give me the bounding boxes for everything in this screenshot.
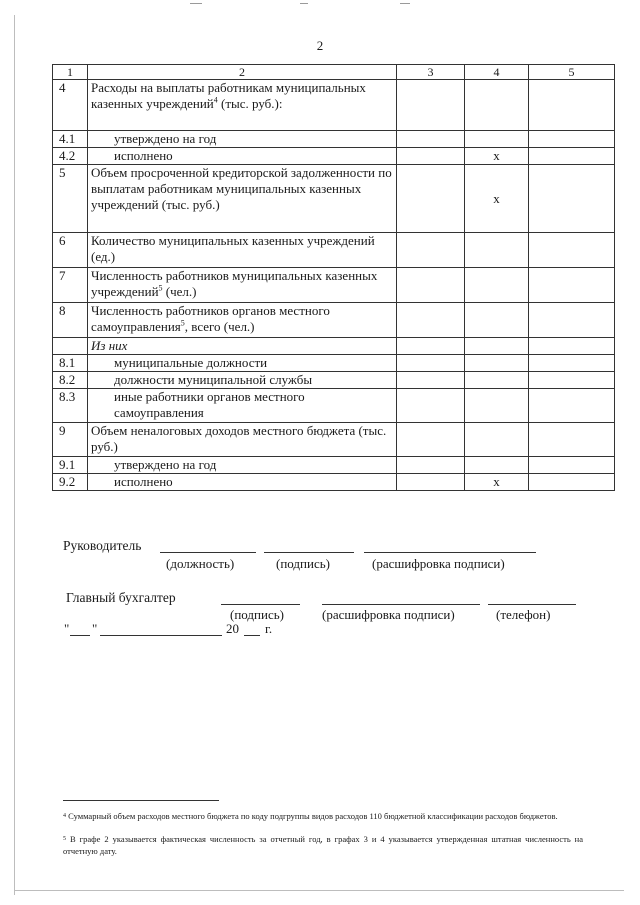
row-mark	[465, 338, 529, 355]
row-number: 8.3	[53, 389, 88, 423]
row-number: 8	[53, 303, 88, 338]
row-number: 6	[53, 233, 88, 268]
row-label: Численность работников органов местного самоуправления$^5$, всего (чел.)	[88, 303, 397, 338]
row-number: 4.2	[53, 148, 88, 165]
header-cell: 4	[465, 65, 529, 80]
table-row	[53, 372, 615, 389]
row-mark	[465, 80, 529, 131]
row-label: Объем просроченной кредиторской задолженности по выплатам работникам муниципальных казенных учреждений (тыс. руб.)	[88, 165, 397, 233]
row-label: иные работники органов местного самоуправления	[88, 389, 397, 423]
row-number: 8.2	[53, 372, 88, 389]
row-mark	[465, 303, 529, 338]
footnote-4: $^4$ Суммарный объем расходов местного бюджета по коду подгруппы видов расходов 110 бюджетной классификации расходов бюджетов.	[63, 811, 558, 821]
head-signature-caption: (подпись)	[276, 556, 330, 571]
head-label: Руководитель	[63, 538, 142, 553]
row-number: 4.1	[53, 131, 88, 148]
row-label: Из них	[88, 338, 397, 355]
row-mark	[465, 268, 529, 303]
scan-mark	[400, 3, 410, 4]
row-label: Количество муниципальных казенных учреждений (ед.)	[88, 233, 397, 268]
table-row	[53, 303, 615, 338]
row-number: 8.1	[53, 355, 88, 372]
report-table	[52, 64, 615, 491]
table-row	[53, 80, 615, 131]
date-suffix: г.	[265, 621, 273, 636]
header-cell: 5	[529, 65, 615, 80]
row-mark	[465, 355, 529, 372]
row-number: 9	[53, 423, 88, 457]
footnote-5: $^5$ В графе 2 указывается фактическая численность за отчетный год, в графах 3 и 4 указывается утвержденная штатная численность на отчетную дату.	[63, 834, 584, 856]
table-row	[53, 268, 615, 303]
scan-mark	[190, 3, 202, 4]
row-label: исполнено	[88, 474, 397, 491]
row-mark	[465, 423, 529, 457]
row-label: Объем неналоговых доходов местного бюджета (тыс. руб.)	[88, 423, 397, 457]
table-row	[53, 131, 615, 148]
row-label: должности муниципальной службы	[88, 372, 397, 389]
acc-decoding-caption: (расшифровка подписи)	[322, 607, 455, 622]
header-cell: 2	[88, 65, 397, 80]
date-quote-close: "	[92, 621, 98, 636]
table-row	[53, 165, 615, 233]
row-label: Расходы на выплаты работникам муниципальных казенных учреждений$^4$ (тыс. руб.):	[88, 80, 397, 131]
row-number: 4	[53, 80, 88, 131]
row-number: 7	[53, 268, 88, 303]
row-mark: x	[465, 165, 529, 233]
table-row	[53, 355, 615, 372]
header-cell: 1	[53, 65, 88, 80]
row-mark	[465, 457, 529, 474]
row-label: утверждено на год	[88, 131, 397, 148]
head-decoding-line	[364, 552, 536, 553]
row-mark	[465, 131, 529, 148]
table-row	[53, 457, 615, 474]
row-label: муниципальные должности	[88, 355, 397, 372]
scan-mark	[300, 3, 308, 4]
table-header-row	[53, 65, 615, 80]
head-position-caption: (должность)	[166, 556, 235, 571]
date-quote-open: "	[64, 621, 70, 636]
head-signature-line	[264, 552, 354, 553]
row-number: 9.2	[53, 474, 88, 491]
table-row	[53, 389, 615, 423]
header-cell: 3	[397, 65, 465, 80]
row-label: утверждено на год	[88, 457, 397, 474]
page-number: 2	[316, 38, 324, 53]
acc-phone-line	[488, 604, 576, 605]
table-row	[53, 148, 615, 165]
row-mark: x	[465, 474, 529, 491]
row-mark	[465, 233, 529, 268]
acc-decoding-line	[322, 604, 480, 605]
acc-signature-caption: (подпись)	[230, 607, 284, 622]
table-row	[53, 423, 615, 457]
row-label: Численность работников муниципальных казенных учреждений$^5$ (чел.)	[88, 268, 397, 303]
acc-phone-caption: (телефон)	[496, 607, 551, 622]
row-number	[53, 338, 88, 355]
date-year-line	[244, 635, 260, 636]
row-number: 5	[53, 165, 88, 233]
scan-bottom-edge	[14, 890, 624, 891]
row-mark: x	[465, 148, 529, 165]
table-row	[53, 338, 615, 355]
date-month-line	[100, 635, 222, 636]
date-year: 20	[226, 621, 239, 636]
row-label: исполнено	[88, 148, 397, 165]
row-mark	[465, 372, 529, 389]
accountant-label: Главный бухгалтер	[66, 590, 176, 605]
table-row	[53, 233, 615, 268]
row-mark	[465, 389, 529, 423]
footnote-separator	[63, 800, 219, 801]
head-position-line	[160, 552, 256, 553]
head-decoding-caption: (расшифровка подписи)	[372, 556, 505, 571]
acc-signature-line	[221, 604, 300, 605]
scan-left-edge	[14, 15, 15, 895]
date-day-line	[70, 635, 90, 636]
table-row	[53, 474, 615, 491]
row-number: 9.1	[53, 457, 88, 474]
